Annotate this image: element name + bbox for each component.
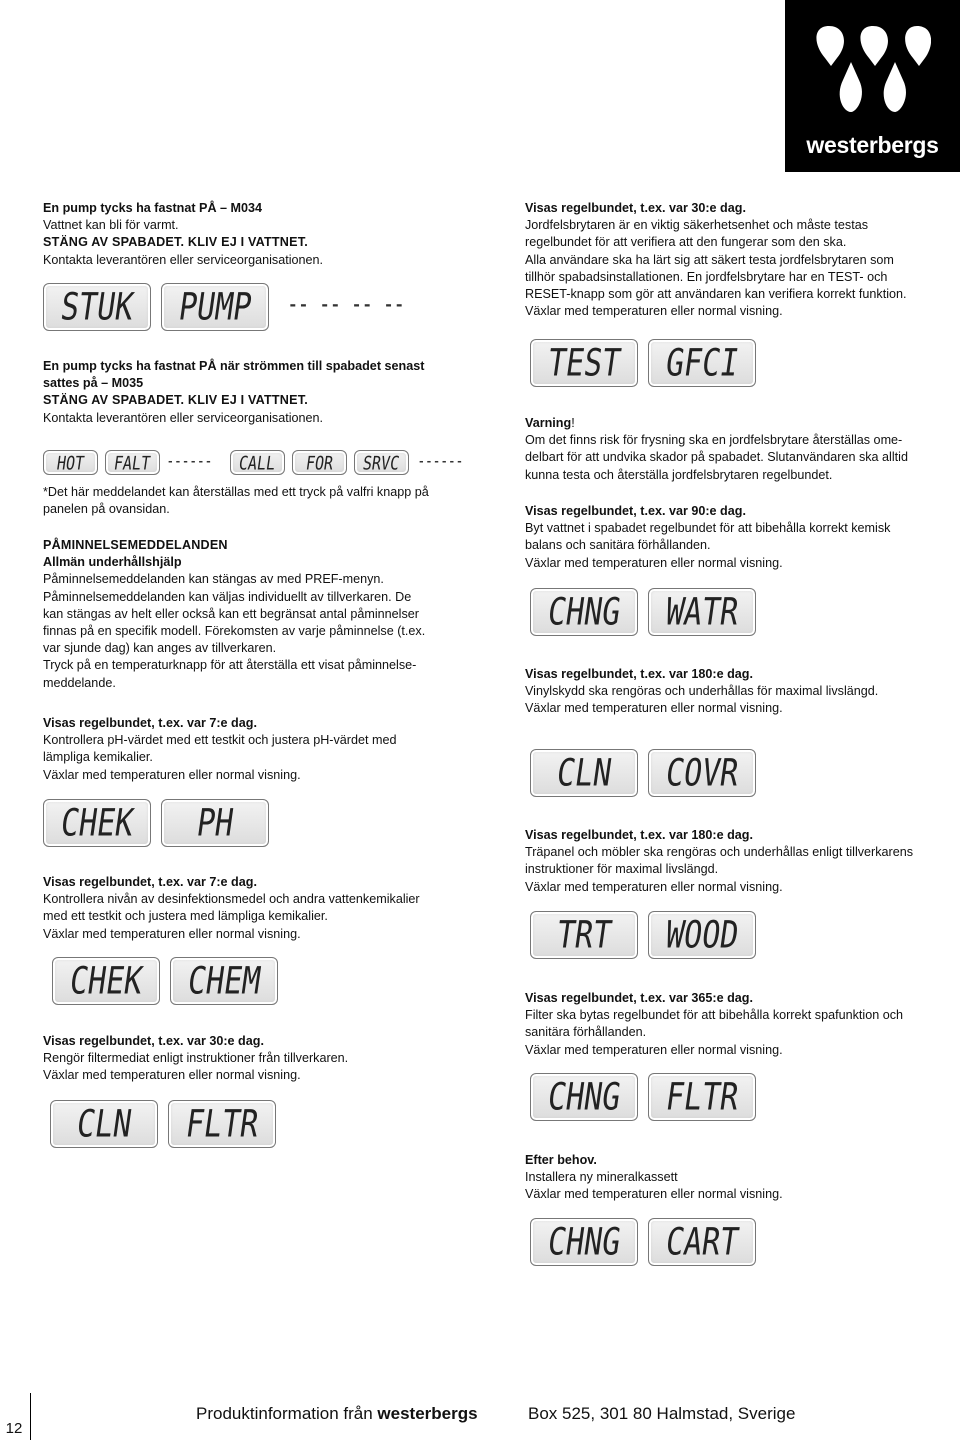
section-text: meddelande. <box>43 675 116 690</box>
block-text: Växlar med temperaturen eller normal visning. <box>525 879 783 894</box>
block-text: Byt vattnet i spabadet regelbundet för att bibehålla korrekt kemisk <box>525 521 891 536</box>
block-title: En pump tycks ha fastnat PÅ – M034 <box>43 201 263 215</box>
block-warning: STÄNG AV SPABADET. KLIV EJ I VATTNET. <box>43 393 308 408</box>
lcd-display-fltr: FLTR <box>648 1073 756 1121</box>
block-text: tillhör spabadsinstallationen. En jordfelsbrytare har en TEST- och <box>525 269 888 284</box>
block-text: instruktioner för maximal livslängd. <box>525 862 719 877</box>
block-text: Rengör filtermediat enligt instruktioner från tillverkaren. <box>43 1051 349 1066</box>
section-text: kan stängas av helt eller också kan ett begränsat antal påminnelser <box>43 606 419 621</box>
lcd-display-chng: CHNG <box>530 1218 638 1266</box>
section-text: finnas på en specifik modell. Förekomsten av varje påminnelse (t.ex. <box>43 624 426 639</box>
lcd-display-watr: WATR <box>648 588 756 636</box>
section-text: Påminnelsemeddelanden kan väljas individuellt av tillverkaren. De <box>43 589 412 604</box>
section-text: Påminnelsemeddelanden kan stängas av med PREF-menyn. <box>43 572 384 587</box>
block-text: Växlar med temperaturen eller normal visning. <box>43 767 301 782</box>
lcd-display-for: FOR <box>292 450 347 475</box>
block-text: Växlar med temperaturen eller normal visning. <box>525 701 783 716</box>
block-text: Växlar med temperaturen eller normal visning. <box>525 1187 783 1202</box>
block-text: Kontrollera nivån av desinfektionsmedel och andra vattenkemikalier <box>43 892 420 907</box>
left-block-m034 <box>43 200 483 269</box>
lcd-display-falt: FALT <box>105 450 160 475</box>
block-title: Visas regelbundet, t.ex. var 7:e dag. <box>43 716 257 730</box>
lcd-display-chng: CHNG <box>530 1073 638 1121</box>
lcd-display-cart: CART <box>648 1218 756 1266</box>
lcd-display-chem: CHEM <box>170 957 278 1005</box>
lcd-display-covr: COVR <box>648 749 756 797</box>
block-title: Visas regelbundet, t.ex. var 180:e dag. <box>525 828 753 842</box>
block-text: Kontakta leverantören eller serviceorganisationen. <box>43 410 324 425</box>
right-block-filter <box>525 990 957 1059</box>
block-text: Filter ska bytas regelbundet för att bibehålla korrekt spafunktion och <box>525 1008 904 1023</box>
right-block-warning <box>525 415 957 484</box>
block-title: En pump tycks ha fastnat PÅ när strömmen till spabadet senast <box>43 359 425 373</box>
block-title: Visas regelbundet, t.ex. var 30:e dag. <box>525 201 746 215</box>
left-block-reminders <box>43 537 493 692</box>
lcd-display-chek: CHEK <box>43 799 151 847</box>
right-block-wood <box>525 827 957 896</box>
section-heading: PÅMINNELSEMEDDELANDEN <box>43 538 228 552</box>
lcd-dashes: -- -- -- -- <box>288 295 405 314</box>
left-block-m035 <box>43 358 493 427</box>
note-text: *Det här meddelandet kan återställas med ett tryck på valfri knapp på <box>43 485 429 499</box>
block-text: Träpanel och möbler ska rengöras och underhållas enligt tillverkarens <box>525 845 914 860</box>
note-text: panelen på ovansidan. <box>43 502 170 517</box>
right-block-watr <box>525 503 957 572</box>
right-block-gfci <box>525 200 957 320</box>
block-title: Visas regelbundet, t.ex. var 90:e dag. <box>525 504 746 518</box>
section-text: var sjunde dag) kan anges av tillverkaren. <box>43 641 277 656</box>
block-text: Vattnet kan bli för varmt. <box>43 218 179 233</box>
block-title: sattes på – M035 <box>43 376 144 391</box>
block-title: Visas regelbundet, t.ex. var 365:e dag. <box>525 991 753 1005</box>
lcd-display-srvc: SRVC <box>354 450 409 475</box>
block-text: lämpliga kemikalier. <box>43 750 153 765</box>
footer-brand: westerbergs <box>377 1404 478 1423</box>
block-title: Visas regelbundet, t.ex. var 30:e dag. <box>43 1034 264 1048</box>
section-text: Tryck på en temperaturknapp för att återställa ett visat påminnelse- <box>43 658 417 673</box>
block-text: Kontrollera pH-värdet med ett testkit och justera pH-värdet med <box>43 733 397 748</box>
block-text: Växlar med temperaturen eller normal visning. <box>43 926 301 941</box>
block-text: regelbundet för att verifiera att den fungerar som den ska. <box>525 235 847 250</box>
lcd-display-wood: WOOD <box>648 911 756 959</box>
block-text: Installera ny mineralkassett <box>525 1170 678 1185</box>
block-text: Jordfelsbrytaren är en viktig säkerhetsenhet och måste testas <box>525 218 869 233</box>
block-text: Kontakta leverantören eller serviceorganisationen. <box>43 252 324 267</box>
block-text: balans och sanitära förhållanden. <box>525 538 711 553</box>
block-text: RESET-knapp som gör att användaren kan verifiera korrekt funktion. <box>525 287 907 302</box>
right-block-cart <box>525 1152 957 1204</box>
left-block-fltr <box>43 1033 493 1085</box>
lcd-display-cln: CLN <box>50 1100 158 1148</box>
westerbergs-logo <box>785 0 960 172</box>
lcd-display-fltr: FLTR <box>168 1100 276 1148</box>
block-text: Växlar med temperaturen eller normal visning. <box>525 1042 783 1057</box>
block-text: Vinylskydd ska rengöras och underhållas för maximal livslängd. <box>525 684 879 699</box>
lcd-display-hot: HOT <box>43 450 98 475</box>
lcd-display-chek: CHEK <box>52 957 160 1005</box>
footer-prefix: Produktinformation från <box>196 1404 378 1423</box>
block-text: delbart för att undvika skador på spabadet. Slutanvändaren ska alltid <box>525 450 908 465</box>
lcd-display-ph: PH <box>161 799 269 847</box>
lcd-display-gfci: GFCI <box>648 339 756 387</box>
lcd-display-pump: PUMP <box>161 283 269 331</box>
block-title: Visas regelbundet, t.ex. var 7:e dag. <box>43 875 257 889</box>
right-block-covr <box>525 666 957 718</box>
block-text: sanitära förhållanden. <box>525 1025 647 1040</box>
water-drops-icon <box>815 22 931 122</box>
lcd-display-test: TEST <box>530 339 638 387</box>
block-text: med ett testkit och justera med lämpliga kemikalier. <box>43 909 328 924</box>
lcd-display-call: CALL <box>230 450 285 475</box>
left-block-chem <box>43 874 493 943</box>
lcd-dashes: ------ <box>418 455 464 468</box>
block-text: Växlar med temperaturen eller normal visning. <box>525 304 783 319</box>
lcd-display-chng: CHNG <box>530 588 638 636</box>
warning-mark: ! <box>571 416 575 430</box>
lcd-dashes: ------ <box>167 455 213 468</box>
lcd-display-trt: TRT <box>530 911 638 959</box>
block-text: kunna testa och återställa jordfelsbrytaren regelbundet. <box>525 467 833 482</box>
lcd-display-stuk: STUK <box>43 283 151 331</box>
block-warning: STÄNG AV SPABADET. KLIV EJ I VATTNET. <box>43 235 308 250</box>
section-subheading: Allmän underhållshjälp <box>43 555 182 570</box>
block-text: Alla användare ska ha lärt sig att säkert testa jordfelsbrytaren som <box>525 252 894 267</box>
left-block-ph <box>43 715 493 784</box>
footer-address: Box 525, 301 80 Halmstad, Sverige <box>528 1404 796 1423</box>
block-title: Visas regelbundet, t.ex. var 180:e dag. <box>525 667 753 681</box>
left-block-note <box>43 484 493 518</box>
page-divider <box>30 1393 31 1440</box>
brand-name: westerbergs <box>806 132 939 158</box>
footer-product-info <box>196 1404 478 1424</box>
block-text: Växlar med temperaturen eller normal visning. <box>43 1068 301 1083</box>
lcd-display-cln: CLN <box>530 749 638 797</box>
warning-title: Varning <box>525 416 572 430</box>
block-title: Efter behov. <box>525 1153 597 1167</box>
page-number: 12 <box>5 1420 23 1437</box>
block-text: Om det finns risk för frysning ska en jordfelsbrytare återställas ome- <box>525 433 903 448</box>
block-text: Växlar med temperaturen eller normal visning. <box>525 555 783 570</box>
